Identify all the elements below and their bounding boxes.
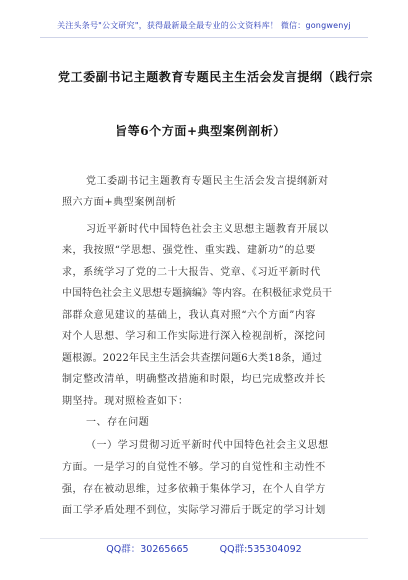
document-title-line-2: 旨等6个方面+典型案例剖析） — [115, 124, 286, 138]
body-line: 照六方面+典型案例剖析 — [62, 197, 177, 208]
body-line: 面工学矛盾处理不到位，实际学习滞后于既定的学习计划 — [62, 505, 326, 516]
section-heading: 一、存在问题 — [86, 417, 150, 428]
body-line: （一）学习贯彻习近平新时代中国特色社会主义思想 — [86, 440, 329, 451]
body-line: 期坚持。现对照检查如下： — [62, 396, 189, 407]
footer — [0, 541, 408, 555]
footer-divider — [40, 538, 368, 539]
footer-qq-group-2[interactable]: QQ群:535304092 — [219, 544, 302, 555]
body-line: 中国特色社会主义思想专题摘编》等内容。在积极征求党员干 — [62, 288, 332, 299]
body-line: 对个人思想、学习和工作实际进行深入检视剖析，深挖问 — [62, 331, 326, 342]
body-line: 题根源。2022年民主生活会共查摆问题6大类18条，通过 — [62, 353, 323, 364]
body-line: 强，存在被动思维，过多依赖于集体学习，在个人自学方 — [62, 484, 326, 495]
document-title-line-1: 党工委副书记主题教育专题民主生活会发言提纲（践行宗 — [58, 70, 374, 84]
body-line: 求，系统学习了党的二十大报告、党章、《习近平新时代 — [62, 267, 321, 278]
body-line: 来，我按照“学思想、强党性、重实践、建新功”的总要 — [62, 245, 316, 256]
header-divider — [40, 37, 368, 38]
body-line: 习近平新时代中国特色社会主义思想主题教育开展以 — [86, 224, 329, 235]
body-line: 制定整改清单，明确整改措施和时限，均已完成整改并长 — [62, 374, 326, 385]
body-line: 方面。一是学习的自觉性不够。学习的自觉性和主动性不 — [62, 462, 326, 473]
header-banner[interactable]: 关注头条号"公文研究"，获得最新最全最专业的公文资料库！ 微信：gongwenyj — [57, 21, 351, 30]
body-line: 党工委副书记主题教育专题民主生活会发言提纲新对 — [86, 176, 329, 187]
footer-qq-group-1[interactable]: QQ群：30265665 — [106, 544, 189, 555]
body-line: 部群众意见建议的基础上，我认真对照“六个方面”内容 — [62, 310, 316, 321]
